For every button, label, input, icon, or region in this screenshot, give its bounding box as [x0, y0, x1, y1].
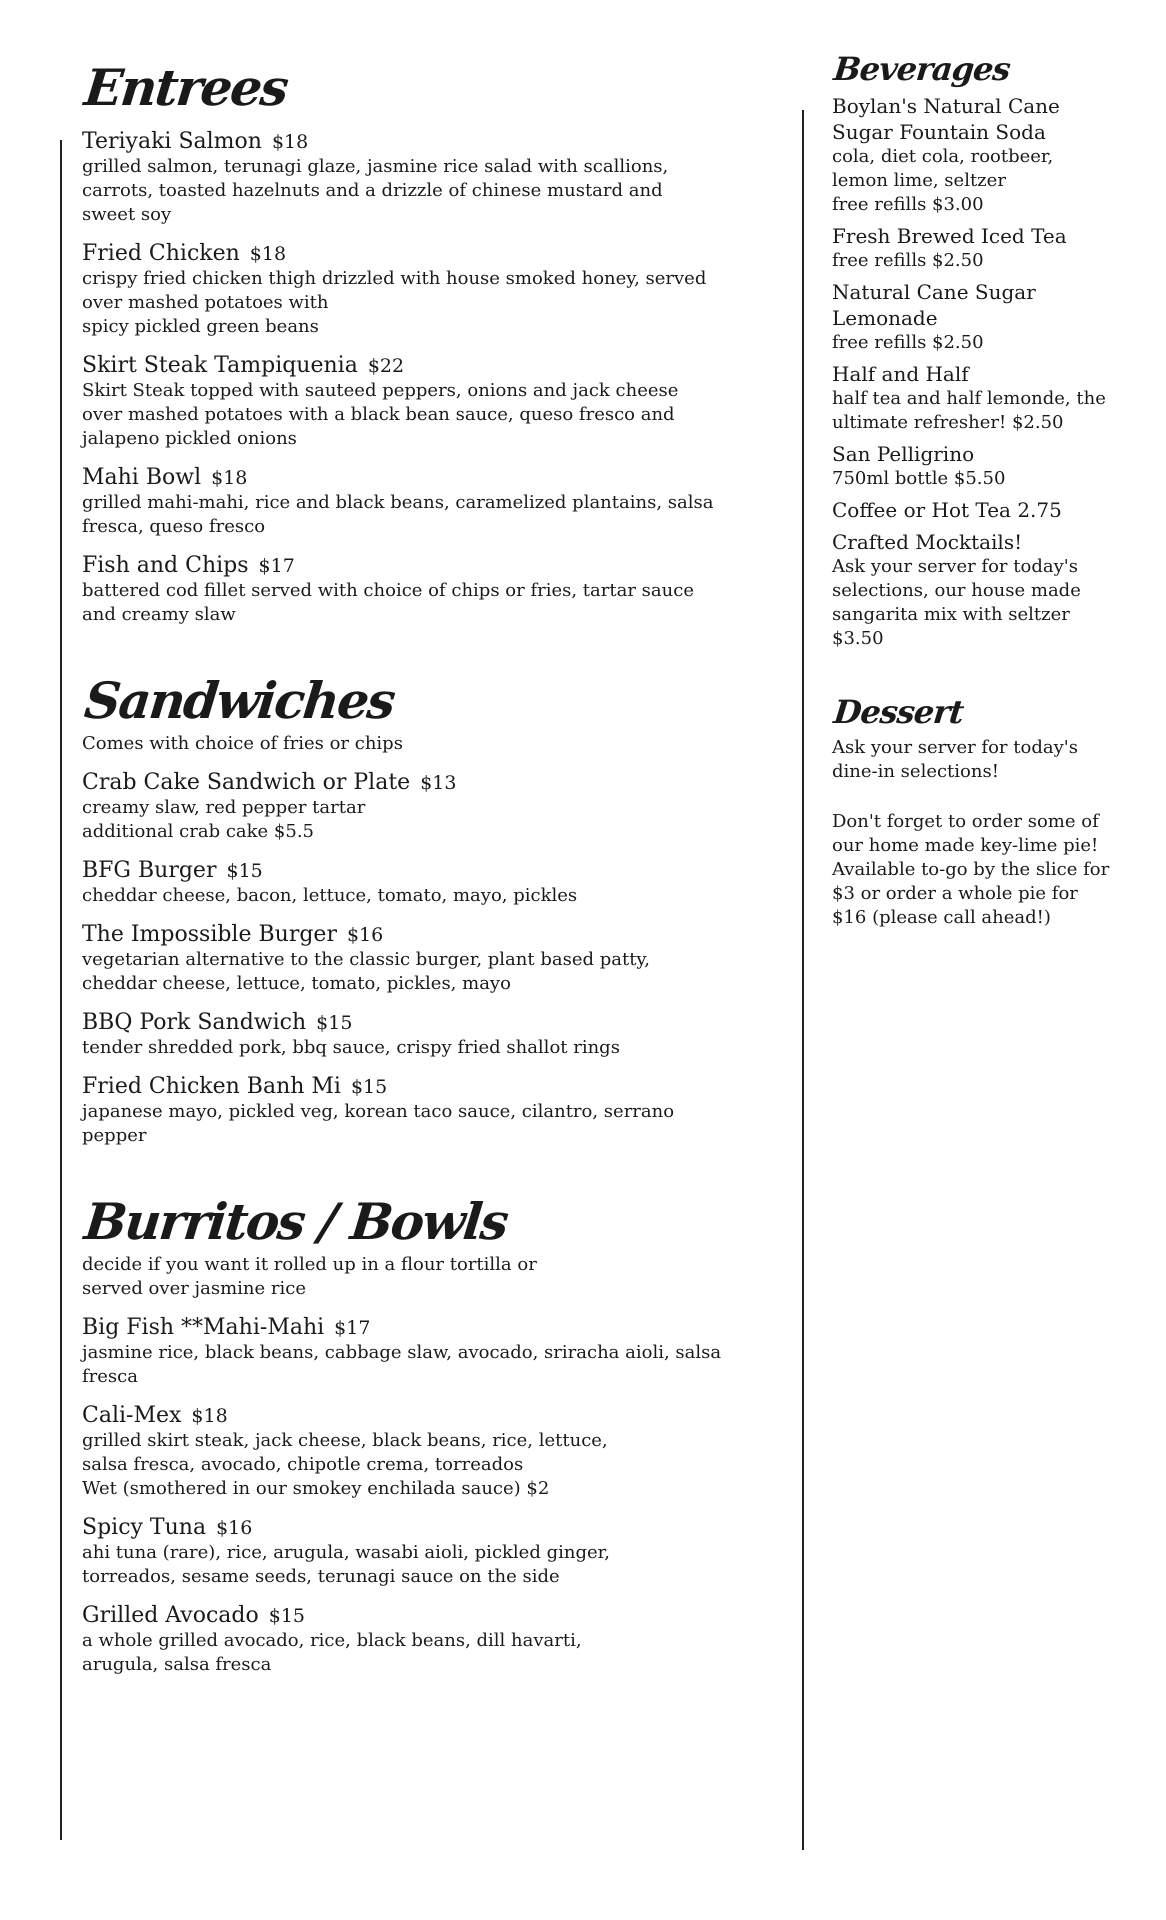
item-price: $18	[271, 131, 309, 153]
beverage-name: Boylan's Natural Cane Sugar Fountain Soda	[832, 94, 1060, 145]
item-name: BBQ Pork Sandwich	[82, 1010, 307, 1035]
item-description: ahi tuna (rare), rice, arugula, wasabi aioli, pickled ginger, torreados, sesame seeds, terunagi sauce on the side	[82, 1542, 610, 1587]
item-price: $15	[316, 1012, 353, 1034]
item-name: Teriyaki Salmon	[82, 129, 262, 154]
menu-item	[82, 858, 782, 908]
item-name: Crab Cake Sandwich or Plate	[82, 770, 411, 795]
item-price: $15	[226, 860, 263, 882]
section-heading: Dessert	[831, 693, 966, 732]
main-column	[82, 60, 782, 1677]
item-title-line	[82, 770, 782, 796]
section-heading: Burritos / Bowls	[81, 1192, 510, 1251]
menu-item	[82, 465, 782, 539]
item-name: Spicy Tuna	[82, 1515, 207, 1540]
section-heading: Entrees	[81, 58, 290, 117]
item-name: Fried Chicken Banh Mi	[82, 1074, 341, 1099]
item-list	[82, 129, 782, 627]
item-name: The Impossible Burger	[82, 922, 337, 947]
item-description: grilled salmon, terunagi glaze, jasmine rice salad with scallions, carrots, toasted hazelnuts and a drizzle of chinese mustard and sweet soy	[82, 156, 669, 225]
menu-item	[82, 1315, 782, 1389]
item-price: $22	[367, 355, 405, 377]
menu-item	[82, 1074, 782, 1148]
item-description: japanese mayo, pickled veg, korean taco sauce, cilantro, serrano pepper	[82, 1101, 675, 1146]
dessert-body	[832, 736, 1138, 930]
section-heading: Sandwiches	[81, 671, 397, 730]
beverage-description: free refills $2.50	[832, 332, 984, 354]
sandwiches-section	[82, 673, 782, 1148]
item-title-line	[82, 553, 782, 579]
item-price: $18	[191, 1405, 228, 1427]
item-name: Fish and Chips	[82, 553, 249, 578]
beverage-description: 750ml bottle $5.50	[832, 468, 1006, 490]
beverage-name: Coffee or Hot Tea 2.75	[832, 498, 1062, 523]
item-title-line	[82, 353, 782, 379]
beverage-item	[832, 223, 1138, 273]
beverage-item	[832, 497, 1138, 523]
beverage-item	[832, 529, 1138, 651]
dessert-section	[832, 695, 1138, 930]
beverage-item	[832, 361, 1138, 435]
item-price: $18	[249, 243, 287, 265]
section-note: Comes with choice of fries or chips	[82, 733, 403, 754]
dessert-paragraph: Ask your server for today's dine-in selections!	[832, 737, 1078, 783]
item-name: Big Fish **Mahi-Mahi	[82, 1315, 325, 1340]
item-title-line	[82, 129, 782, 155]
beverage-item	[832, 441, 1138, 491]
beverages-section	[832, 52, 1138, 651]
beverage-name: Half and Half	[832, 362, 969, 387]
menu-item	[82, 129, 782, 227]
beverage-name: Natural Cane Sugar Lemonade	[832, 280, 1036, 331]
item-title-line	[82, 1603, 782, 1629]
dessert-paragraph: Don't forget to order some of our home made key-lime pie! Available to-go by the slice for $3 or order a whole pie for $16 (please call ahead!)	[832, 811, 1110, 929]
item-description: grilled mahi-mahi, rice and black beans, caramelized plantains, salsa fresca, queso fresco	[82, 492, 714, 537]
item-name: Grilled Avocado	[82, 1603, 259, 1628]
menu-item	[82, 1010, 782, 1060]
item-title-line	[82, 858, 782, 884]
menu-item	[82, 1403, 782, 1501]
beverage-description: half tea and half lemonde, the ultimate refresher! $2.50	[832, 388, 1106, 434]
item-price: $15	[268, 1605, 305, 1627]
item-name: Cali-Mex	[82, 1403, 182, 1428]
beverage-name: Crafted Mocktails!	[832, 530, 1023, 555]
item-description: creamy slaw, red pepper tartar additional crab cake $5.5	[82, 797, 366, 842]
item-description: vegetarian alternative to the classic burger, plant based patty, cheddar cheese, lettuce, tomato, pickles, mayo	[82, 949, 650, 994]
item-title-line	[82, 1315, 782, 1341]
item-description: Skirt Steak topped with sauteed peppers, onions and jack cheese over mashed potatoes with a black bean sauce, queso fresco and jalapeno pickled onions	[82, 380, 679, 449]
item-description: cheddar cheese, bacon, lettuce, tomato, mayo, pickles	[82, 885, 578, 906]
item-list	[82, 1315, 782, 1677]
item-description: grilled skirt steak, jack cheese, black beans, rice, lettuce, salsa fresca, avocado, chipotle crema, torreados Wet (smothered in our smokey enchilada sauce) $2	[82, 1430, 608, 1499]
item-price: $13	[420, 772, 457, 794]
beverage-item	[832, 279, 1138, 355]
item-name: Fried Chicken	[82, 241, 240, 266]
burritos-section	[82, 1194, 782, 1677]
item-name: Skirt Steak Tampiquenia	[82, 353, 358, 378]
item-title-line	[82, 465, 782, 491]
item-title-line	[82, 1515, 782, 1541]
item-price: $16	[216, 1517, 253, 1539]
beverage-description: free refills $2.50	[832, 250, 984, 272]
item-price: $15	[350, 1076, 388, 1098]
right-divider	[802, 110, 804, 1850]
item-title-line	[82, 241, 782, 267]
item-price: $16	[346, 924, 384, 946]
beverage-description: cola, diet cola, rootbeer, lemon lime, seltzer free refills $3.00	[832, 146, 1054, 216]
item-title-line	[82, 1403, 782, 1429]
item-name: Mahi Bowl	[82, 465, 202, 490]
item-description: tender shredded pork, bbq sauce, crispy fried shallot rings	[82, 1037, 620, 1058]
beverage-name: Fresh Brewed Iced Tea	[832, 224, 1067, 249]
side-column	[832, 52, 1138, 956]
item-description: crispy fried chicken thigh drizzled with house smoked honey, served over mashed potatoes with spicy pickled green beans	[82, 268, 707, 337]
menu-item	[82, 922, 782, 996]
item-title-line	[82, 922, 782, 948]
beverage-list	[832, 93, 1138, 651]
menu-item	[82, 353, 782, 451]
item-price: $17	[334, 1317, 371, 1339]
left-divider	[60, 140, 62, 1840]
item-name: BFG Burger	[82, 858, 217, 883]
item-description: a whole grilled avocado, rice, black beans, dill havarti, arugula, salsa fresca	[82, 1630, 582, 1675]
beverage-description: Ask your server for today's selections, our house made sangarita mix with seltzer $3.50	[832, 556, 1081, 650]
item-list	[82, 770, 782, 1148]
menu-item	[82, 1603, 782, 1677]
menu-item	[82, 1515, 782, 1589]
entrees-section	[82, 60, 782, 627]
item-price: $18	[211, 467, 248, 489]
item-price: $17	[258, 555, 295, 577]
item-title-line	[82, 1074, 782, 1100]
menu-item	[82, 553, 782, 627]
menu-item	[82, 770, 782, 844]
menu-item	[82, 241, 782, 339]
item-description: jasmine rice, black beans, cabbage slaw, avocado, sriracha aioli, salsa fresca	[82, 1342, 722, 1387]
item-title-line	[82, 1010, 782, 1036]
beverage-name: San Pelligrino	[832, 442, 975, 467]
section-heading: Beverages	[831, 50, 1012, 88]
section-note: decide if you want it rolled up in a flour tortilla or served over jasmine rice	[82, 1254, 537, 1299]
beverage-item	[832, 93, 1138, 217]
item-description: battered cod fillet served with choice of chips or fries, tartar sauce and creamy slaw	[82, 580, 694, 625]
